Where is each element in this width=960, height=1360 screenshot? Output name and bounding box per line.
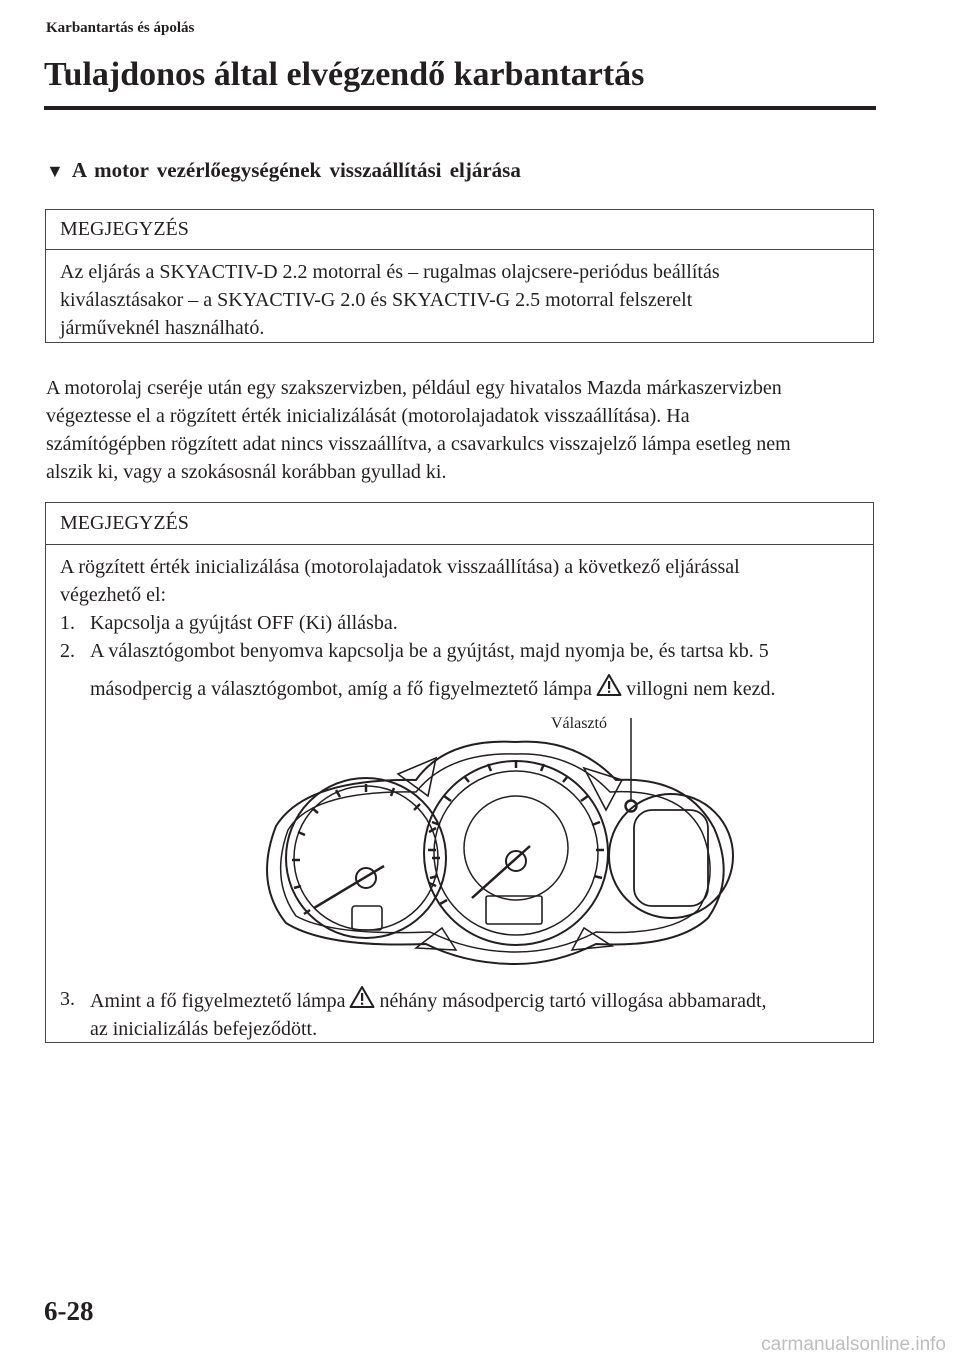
paragraph-line: alszik ki, vagy a szokásosnál korábban gyullad ki. bbox=[46, 461, 447, 483]
instrument-cluster-figure bbox=[216, 718, 736, 973]
watermark: carmanualsonline.info bbox=[761, 1334, 946, 1355]
step-line: A választógombot benyomva kapcsolja be a gyújtást, majd nyomja be, és tartsa kb. 5 bbox=[90, 640, 769, 662]
note-box-procedure bbox=[45, 502, 874, 1043]
note-label: MEGJEGYZÉS bbox=[46, 503, 873, 545]
step-line bbox=[90, 985, 860, 1015]
step-number: 3. bbox=[60, 988, 75, 1010]
note-line: járműveknél használható. bbox=[60, 317, 265, 339]
paragraph-line: A motorolaj cseréje után egy szakszervizben, például egy hivatalos Mazda márkaszervizben bbox=[46, 377, 782, 399]
step-text bbox=[90, 637, 859, 703]
step-1 bbox=[60, 609, 859, 637]
intro-line: végezhető el: bbox=[60, 584, 167, 606]
page-number: 6-28 bbox=[44, 1296, 94, 1326]
warning-triangle-icon bbox=[596, 673, 622, 697]
subheading-text: A motor vezérlőegységének visszaállítási eljárása bbox=[71, 158, 521, 182]
page-title: Tulajdonos által elvégzendő karbantartás bbox=[44, 56, 645, 93]
step-number: 2. bbox=[60, 640, 75, 662]
note-label: MEGJEGYZÉS bbox=[46, 210, 873, 250]
down-triangle-icon: ▼ bbox=[46, 161, 64, 181]
step-line: az inicializálás befejeződött. bbox=[90, 1018, 318, 1040]
note-line: Az eljárás a SKYACTIV-D 2.2 motorral és – rugalmas olajcsere-periódus beállítás bbox=[60, 261, 720, 283]
warning-triangle-icon bbox=[349, 985, 375, 1009]
note-body bbox=[46, 545, 873, 703]
step-2 bbox=[60, 637, 859, 703]
step-3 bbox=[60, 985, 860, 1043]
step-text-part: villogni nem kezd. bbox=[626, 678, 776, 700]
subheading bbox=[46, 158, 521, 183]
step-text-part: Amint a fő figyelmeztető lámpa bbox=[90, 990, 346, 1012]
paragraph-line: végeztesse el a rögzített érték inicializálását (motorolajadatok visszaállítása). Ha bbox=[46, 405, 690, 427]
section-label: Karbantartás és ápolás bbox=[46, 20, 195, 36]
step-text bbox=[90, 985, 860, 1043]
step-number: 1. bbox=[60, 612, 75, 634]
main-paragraph bbox=[46, 374, 886, 486]
step-line bbox=[90, 673, 859, 703]
step-text: Kapcsolja a gyújtást OFF (Ki) állásba. bbox=[90, 612, 398, 634]
step-text-part: másodpercig a választógombot, amíg a fő figyelmeztető lámpa bbox=[90, 678, 593, 700]
intro-line: A rögzített érték inicializálása (motorolajadatok visszaállítása) a következő eljárással bbox=[60, 556, 740, 578]
note-box-applicability bbox=[45, 209, 874, 343]
paragraph-line: számítógépben rögzített adat nincs visszaállítva, a csavarkulcs visszajelző lámpa esetleg nem bbox=[46, 433, 791, 455]
note-line: kiválasztásakor – a SKYACTIV-G 2.0 és SKYACTIV-G 2.5 motorral felszerelt bbox=[60, 289, 693, 311]
selector-callout-label: Választó bbox=[551, 715, 607, 732]
header-rule bbox=[44, 106, 876, 110]
note-body bbox=[46, 250, 873, 342]
instrument-cluster-drawing bbox=[216, 718, 736, 968]
step-text-part: néhány másodpercig tartó villogása abbamaradt, bbox=[379, 990, 767, 1012]
